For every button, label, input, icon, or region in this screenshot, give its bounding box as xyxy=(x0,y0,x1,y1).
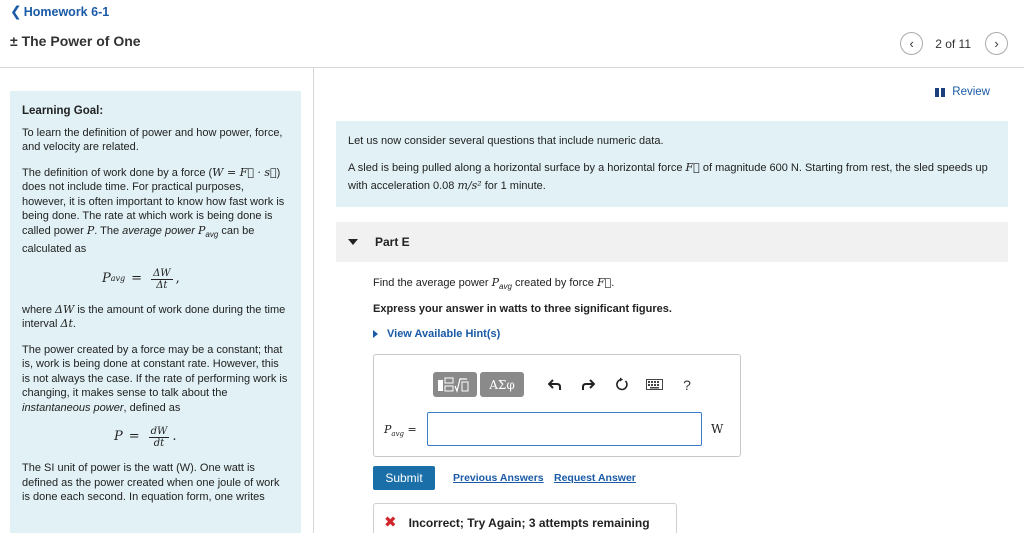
submit-button[interactable]: Submit xyxy=(373,466,435,490)
review-label: Review xyxy=(952,86,990,98)
problem-context xyxy=(336,121,1008,207)
work-definition-paragraph: The definition of work done by a force (W = F⃗ · s⃗) does not include time. For practical purposes, however, it is often important to know how fast work is being done. The rate at which work is being done is called power P. The average power $P_{avg}$ can be calculated as xyxy=(22,165,285,255)
templates-button[interactable] xyxy=(433,372,477,397)
work-interval-paragraph: where ΔW is the amount of work done during the time interval Δt. xyxy=(22,302,286,330)
undo-icon[interactable] xyxy=(544,374,566,396)
instantaneous-power-paragraph: The power created by a force may be a constant; that is, work is being done at constant rate. However, this is not always the case. If the rate of performing work is changing, it makes sense to talk about the instantaneous power, defined as xyxy=(22,343,288,414)
feedback-message xyxy=(373,503,677,533)
back-link-label: Homework 6-1 xyxy=(23,4,110,19)
answer-variable-label: $P_{avg}$ = xyxy=(384,423,417,438)
answer-input[interactable] xyxy=(427,412,702,446)
redo-icon[interactable] xyxy=(577,374,599,396)
answer-instructions: Express your answer in watts to three significant figures. xyxy=(373,303,672,315)
column-divider xyxy=(313,67,314,533)
next-item-button[interactable] xyxy=(985,32,1008,55)
average-power-equation: P avg = $\frac{\Delta W}{\Delta t}$ , xyxy=(102,267,180,291)
chevron-left-icon: ❮ xyxy=(10,3,22,19)
review-link[interactable] xyxy=(935,86,990,98)
expand-triangle-icon xyxy=(373,330,378,338)
item-pager xyxy=(900,32,1008,55)
context-scenario: A sled is being pulled along a horizontal surface by a horizontal force F⃗ of magnitude 600 N. Starting from rest, the sled speeds up with acceleration 0.08 m/s² for 1 minute. xyxy=(348,161,988,192)
previous-answers-link[interactable]: Previous Answers xyxy=(453,472,544,484)
feedback-text: Incorrect; Try Again; 3 attempts remaining xyxy=(408,516,650,530)
pager-count: 2 of 11 xyxy=(935,36,971,51)
learning-goal-intro: To learn the definition of power and how power, force, and velocity are related. xyxy=(22,126,283,153)
book-icon xyxy=(935,88,946,97)
learning-goal-panel xyxy=(10,91,301,533)
learning-goal-title: Learning Goal: xyxy=(22,105,104,117)
context-intro: Let us now consider several questions that include numeric data. xyxy=(348,135,664,147)
templates-icon xyxy=(437,377,473,393)
request-answer-link[interactable]: Request Answer xyxy=(554,472,636,484)
chevron-right-icon: › xyxy=(994,36,999,51)
question-text: Find the average power $P_{avg}$ created by force F⃗. xyxy=(373,276,615,291)
previous-item-button[interactable] xyxy=(900,32,923,55)
reset-icon[interactable] xyxy=(610,374,632,396)
back-to-assignment-link[interactable] xyxy=(10,3,109,20)
view-hints-toggle[interactable] xyxy=(373,328,500,340)
si-unit-paragraph: The SI unit of power is the watt (W). One watt is defined as the power created when one joule of work is done each second. In equation form, one writes xyxy=(22,462,280,503)
keyboard-icon[interactable] xyxy=(643,374,665,396)
answer-editor xyxy=(373,354,741,457)
part-e-header[interactable] xyxy=(336,222,1008,262)
math-toolbar xyxy=(433,372,698,397)
page-title: ± The Power of One xyxy=(10,33,141,49)
instantaneous-power-equation: P = $\frac{dW}{dt}$ . xyxy=(114,426,177,449)
help-icon[interactable]: ? xyxy=(683,376,691,393)
greek-symbols-button[interactable]: ΑΣφ xyxy=(480,372,524,397)
part-label: Part E xyxy=(375,235,410,249)
collapse-triangle-icon xyxy=(348,239,358,245)
answer-unit: W xyxy=(711,422,724,436)
hints-label: View Available Hint(s) xyxy=(387,328,501,340)
chevron-left-icon: ‹ xyxy=(909,36,914,51)
incorrect-x-icon: ✖ xyxy=(384,514,397,531)
header-divider xyxy=(0,67,1024,68)
